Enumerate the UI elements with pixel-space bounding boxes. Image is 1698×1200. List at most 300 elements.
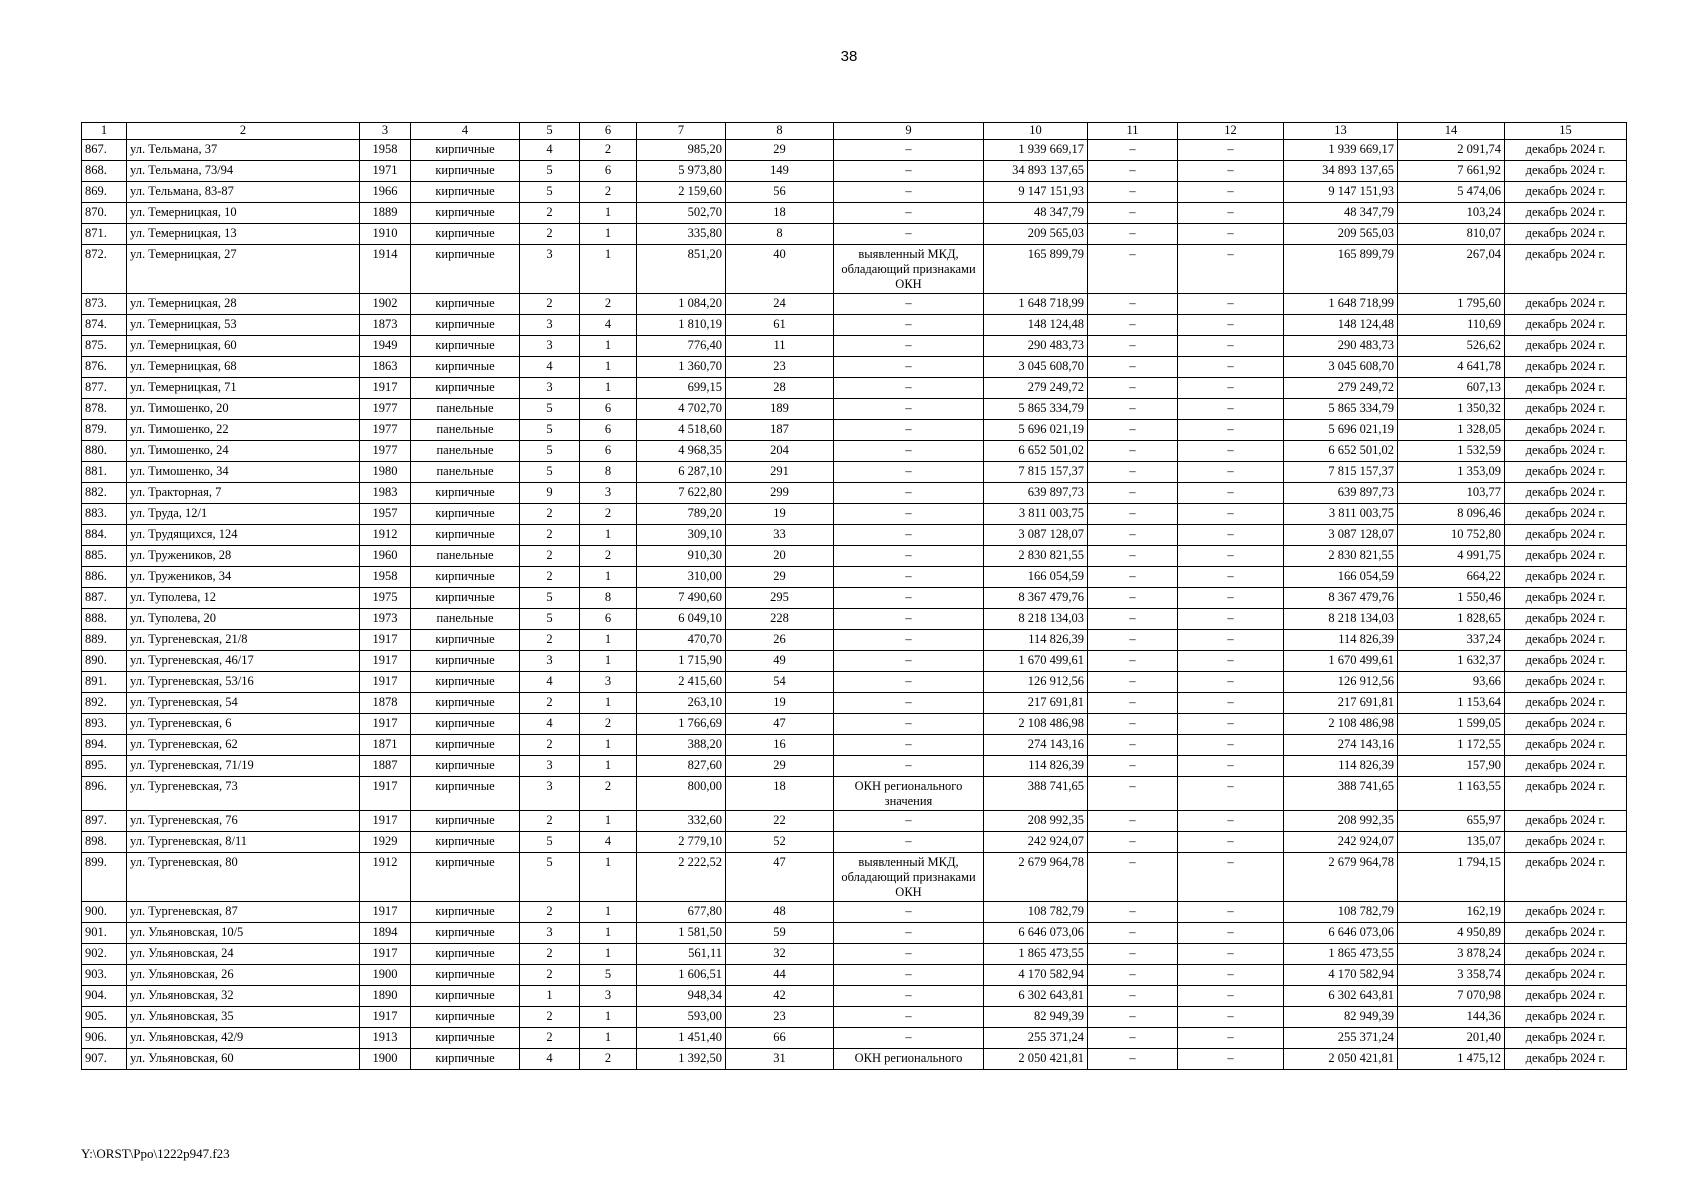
cell-completion-date: декабрь 2024 г. <box>1505 811 1627 832</box>
cell-area: 827,60 <box>637 756 726 777</box>
cell-completion-date: декабрь 2024 г. <box>1505 944 1627 965</box>
cell-entrances: 3 <box>580 672 637 693</box>
cell-completion-date: декабрь 2024 г. <box>1505 203 1627 224</box>
cell-owners-funds: 2 108 486,98 <box>1284 714 1398 735</box>
cell-year-built: 1917 <box>360 630 411 651</box>
cell-floors: 5 <box>520 588 580 609</box>
cell-residents: 47 <box>726 853 834 902</box>
cell-address: ул. Тимошенко, 22 <box>127 420 360 441</box>
header-row <box>82 123 1627 140</box>
cell-heritage-status: – <box>834 1028 984 1049</box>
cell-fund-local: – <box>1178 944 1284 965</box>
cell-row-number: 868. <box>82 161 127 182</box>
cell-row-number: 893. <box>82 714 127 735</box>
cell-residents: 59 <box>726 923 834 944</box>
cell-fund-regional: – <box>1088 811 1178 832</box>
cell-area: 1 451,40 <box>637 1028 726 1049</box>
cell-floors: 5 <box>520 832 580 853</box>
cell-fund-local: – <box>1178 224 1284 245</box>
table-row <box>82 224 1627 245</box>
cell-year-built: 1929 <box>360 832 411 853</box>
column-header-7: 7 <box>637 123 726 140</box>
cell-area: 561,11 <box>637 944 726 965</box>
table-row <box>82 609 1627 630</box>
cell-total-cost: 166 054,59 <box>984 567 1088 588</box>
cell-total-cost: 1 865 473,55 <box>984 944 1088 965</box>
column-header-1: 1 <box>82 123 127 140</box>
cell-wall-material: кирпичные <box>411 525 520 546</box>
cell-completion-date: декабрь 2024 г. <box>1505 588 1627 609</box>
table-row <box>82 986 1627 1007</box>
cell-address: ул. Ульяновская, 35 <box>127 1007 360 1028</box>
cell-fund-local: – <box>1178 832 1284 853</box>
cell-residents: 228 <box>726 609 834 630</box>
cell-year-built: 1890 <box>360 986 411 1007</box>
cell-fund-local: – <box>1178 336 1284 357</box>
table-row <box>82 1049 1627 1070</box>
cell-address: ул. Туполева, 12 <box>127 588 360 609</box>
cell-area: 2 779,10 <box>637 832 726 853</box>
cell-heritage-status: – <box>834 832 984 853</box>
cell-wall-material: кирпичные <box>411 294 520 315</box>
cell-owners-funds: 5 696 021,19 <box>1284 420 1398 441</box>
cell-row-number: 894. <box>82 735 127 756</box>
cell-heritage-status: – <box>834 161 984 182</box>
cell-area: 263,10 <box>637 693 726 714</box>
cell-entrances: 1 <box>580 735 637 756</box>
cell-year-built: 1966 <box>360 182 411 203</box>
cell-total-cost: 108 782,79 <box>984 902 1088 923</box>
cell-residents: 204 <box>726 441 834 462</box>
cell-entrances: 2 <box>580 1049 637 1070</box>
cell-completion-date: декабрь 2024 г. <box>1505 357 1627 378</box>
cell-heritage-status: – <box>834 756 984 777</box>
cell-address: ул. Тельмана, 73/94 <box>127 161 360 182</box>
cell-entrances: 4 <box>580 315 637 336</box>
cell-total-cost: 2 050 421,81 <box>984 1049 1088 1070</box>
cell-address: ул. Тургеневская, 6 <box>127 714 360 735</box>
cell-total-cost: 114 826,39 <box>984 756 1088 777</box>
cell-area: 2 222,52 <box>637 853 726 902</box>
cell-year-built: 1957 <box>360 504 411 525</box>
cell-cost-per-sqm: 157,90 <box>1398 756 1505 777</box>
cell-heritage-status: – <box>834 672 984 693</box>
cell-wall-material: кирпичные <box>411 483 520 504</box>
table-row <box>82 756 1627 777</box>
cell-fund-local: – <box>1178 777 1284 811</box>
cell-completion-date: декабрь 2024 г. <box>1505 777 1627 811</box>
cell-floors: 5 <box>520 182 580 203</box>
cell-floors: 2 <box>520 944 580 965</box>
cell-cost-per-sqm: 1 353,09 <box>1398 462 1505 483</box>
cell-floors: 3 <box>520 756 580 777</box>
cell-fund-local: – <box>1178 1028 1284 1049</box>
cell-heritage-status: – <box>834 315 984 336</box>
cell-address: ул. Тургеневская, 73 <box>127 777 360 811</box>
cell-cost-per-sqm: 162,19 <box>1398 902 1505 923</box>
cell-area: 1 084,20 <box>637 294 726 315</box>
cell-row-number: 903. <box>82 965 127 986</box>
table-row <box>82 714 1627 735</box>
cell-area: 7 490,60 <box>637 588 726 609</box>
cell-row-number: 867. <box>82 140 127 161</box>
cell-year-built: 1910 <box>360 224 411 245</box>
cell-entrances: 1 <box>580 525 637 546</box>
cell-fund-regional: – <box>1088 735 1178 756</box>
page-number: 38 <box>840 48 858 65</box>
cell-fund-regional: – <box>1088 986 1178 1007</box>
cell-heritage-status: – <box>834 651 984 672</box>
cell-cost-per-sqm: 8 096,46 <box>1398 504 1505 525</box>
cell-row-number: 907. <box>82 1049 127 1070</box>
cell-residents: 299 <box>726 483 834 504</box>
cell-fund-local: – <box>1178 294 1284 315</box>
cell-year-built: 1912 <box>360 525 411 546</box>
cell-fund-local: – <box>1178 441 1284 462</box>
cell-owners-funds: 3 045 608,70 <box>1284 357 1398 378</box>
cell-row-number: 884. <box>82 525 127 546</box>
cell-residents: 40 <box>726 245 834 294</box>
cell-total-cost: 2 108 486,98 <box>984 714 1088 735</box>
cell-address: ул. Тимошенко, 24 <box>127 441 360 462</box>
cell-fund-local: – <box>1178 161 1284 182</box>
table-row <box>82 811 1627 832</box>
cell-fund-local: – <box>1178 902 1284 923</box>
cell-row-number: 883. <box>82 504 127 525</box>
cell-area: 2 415,60 <box>637 672 726 693</box>
cell-floors: 2 <box>520 811 580 832</box>
cell-fund-regional: – <box>1088 483 1178 504</box>
cell-year-built: 1977 <box>360 441 411 462</box>
table-row <box>82 1028 1627 1049</box>
cell-area: 1 766,69 <box>637 714 726 735</box>
cell-entrances: 1 <box>580 1007 637 1028</box>
cell-owners-funds: 82 949,39 <box>1284 1007 1398 1028</box>
cell-wall-material: панельные <box>411 441 520 462</box>
cell-year-built: 1977 <box>360 399 411 420</box>
table-row <box>82 294 1627 315</box>
cell-cost-per-sqm: 4 641,78 <box>1398 357 1505 378</box>
cell-fund-local: – <box>1178 203 1284 224</box>
cell-heritage-status: – <box>834 140 984 161</box>
cell-residents: 24 <box>726 294 834 315</box>
cell-owners-funds: 388 741,65 <box>1284 777 1398 811</box>
cell-residents: 18 <box>726 203 834 224</box>
cell-fund-local: – <box>1178 546 1284 567</box>
cell-cost-per-sqm: 4 950,89 <box>1398 923 1505 944</box>
cell-fund-local: – <box>1178 357 1284 378</box>
cell-floors: 2 <box>520 693 580 714</box>
cell-fund-regional: – <box>1088 245 1178 294</box>
cell-cost-per-sqm: 10 752,80 <box>1398 525 1505 546</box>
cell-owners-funds: 114 826,39 <box>1284 756 1398 777</box>
cell-year-built: 1917 <box>360 714 411 735</box>
cell-entrances: 2 <box>580 714 637 735</box>
cell-address: ул. Темерницкая, 13 <box>127 224 360 245</box>
cell-address: ул. Тургеневская, 71/19 <box>127 756 360 777</box>
cell-fund-local: – <box>1178 504 1284 525</box>
cell-cost-per-sqm: 110,69 <box>1398 315 1505 336</box>
cell-owners-funds: 279 249,72 <box>1284 378 1398 399</box>
cell-row-number: 871. <box>82 224 127 245</box>
cell-heritage-status: – <box>834 693 984 714</box>
cell-cost-per-sqm: 7 070,98 <box>1398 986 1505 1007</box>
cell-row-number: 906. <box>82 1028 127 1049</box>
cell-owners-funds: 2 830 821,55 <box>1284 546 1398 567</box>
cell-wall-material: кирпичные <box>411 1007 520 1028</box>
cell-fund-regional: – <box>1088 420 1178 441</box>
cell-owners-funds: 8 218 134,03 <box>1284 609 1398 630</box>
cell-total-cost: 1 939 669,17 <box>984 140 1088 161</box>
cell-area: 789,20 <box>637 504 726 525</box>
cell-year-built: 1917 <box>360 944 411 965</box>
cell-address: ул. Темерницкая, 60 <box>127 336 360 357</box>
cell-residents: 47 <box>726 714 834 735</box>
table-row <box>82 651 1627 672</box>
cell-fund-local: – <box>1178 965 1284 986</box>
cell-address: ул. Тургеневская, 62 <box>127 735 360 756</box>
cell-year-built: 1902 <box>360 294 411 315</box>
cell-fund-local: – <box>1178 630 1284 651</box>
cell-completion-date: декабрь 2024 г. <box>1505 420 1627 441</box>
cell-fund-local: – <box>1178 651 1284 672</box>
cell-area: 800,00 <box>637 777 726 811</box>
cell-floors: 4 <box>520 140 580 161</box>
table-row <box>82 923 1627 944</box>
cell-owners-funds: 48 347,79 <box>1284 203 1398 224</box>
cell-wall-material: панельные <box>411 420 520 441</box>
cell-residents: 19 <box>726 693 834 714</box>
table-row <box>82 441 1627 462</box>
cell-fund-regional: – <box>1088 1049 1178 1070</box>
cell-wall-material: кирпичные <box>411 672 520 693</box>
cell-address: ул. Тургеневская, 87 <box>127 902 360 923</box>
cell-fund-local: – <box>1178 986 1284 1007</box>
cell-area: 1 715,90 <box>637 651 726 672</box>
cell-cost-per-sqm: 1 632,37 <box>1398 651 1505 672</box>
cell-heritage-status: – <box>834 811 984 832</box>
cell-area: 6 049,10 <box>637 609 726 630</box>
cell-year-built: 1914 <box>360 245 411 294</box>
cell-total-cost: 209 565,03 <box>984 224 1088 245</box>
cell-owners-funds: 639 897,73 <box>1284 483 1398 504</box>
cell-address: ул. Тракторная, 7 <box>127 483 360 504</box>
cell-total-cost: 1 648 718,99 <box>984 294 1088 315</box>
cell-total-cost: 5 865 334,79 <box>984 399 1088 420</box>
cell-completion-date: декабрь 2024 г. <box>1505 462 1627 483</box>
column-header-8: 8 <box>726 123 834 140</box>
cell-area: 332,60 <box>637 811 726 832</box>
cell-floors: 5 <box>520 399 580 420</box>
cell-row-number: 878. <box>82 399 127 420</box>
table-row <box>82 693 1627 714</box>
cell-cost-per-sqm: 4 991,75 <box>1398 546 1505 567</box>
cell-total-cost: 6 302 643,81 <box>984 986 1088 1007</box>
cell-year-built: 1917 <box>360 651 411 672</box>
cell-wall-material: панельные <box>411 546 520 567</box>
cell-area: 593,00 <box>637 1007 726 1028</box>
cell-year-built: 1900 <box>360 965 411 986</box>
cell-entrances: 1 <box>580 693 637 714</box>
cell-total-cost: 8 218 134,03 <box>984 609 1088 630</box>
cell-year-built: 1973 <box>360 609 411 630</box>
cell-completion-date: декабрь 2024 г. <box>1505 1007 1627 1028</box>
cell-cost-per-sqm: 1 550,46 <box>1398 588 1505 609</box>
cell-wall-material: кирпичные <box>411 336 520 357</box>
cell-completion-date: декабрь 2024 г. <box>1505 735 1627 756</box>
cell-year-built: 1958 <box>360 567 411 588</box>
cell-residents: 23 <box>726 1007 834 1028</box>
cell-row-number: 889. <box>82 630 127 651</box>
cell-entrances: 1 <box>580 630 637 651</box>
cell-year-built: 1887 <box>360 756 411 777</box>
cell-heritage-status: – <box>834 923 984 944</box>
cell-cost-per-sqm: 1 599,05 <box>1398 714 1505 735</box>
cell-address: ул. Ульяновская, 10/5 <box>127 923 360 944</box>
cell-fund-regional: – <box>1088 832 1178 853</box>
table-row <box>82 525 1627 546</box>
cell-year-built: 1917 <box>360 1007 411 1028</box>
cell-completion-date: декабрь 2024 г. <box>1505 672 1627 693</box>
cell-residents: 149 <box>726 161 834 182</box>
cell-owners-funds: 165 899,79 <box>1284 245 1398 294</box>
cell-floors: 3 <box>520 336 580 357</box>
cell-heritage-status: ОКН регионального <box>834 1049 984 1070</box>
cell-owners-funds: 126 912,56 <box>1284 672 1398 693</box>
cell-area: 502,70 <box>637 203 726 224</box>
cell-area: 1 581,50 <box>637 923 726 944</box>
cell-cost-per-sqm: 655,97 <box>1398 811 1505 832</box>
column-header-12: 12 <box>1178 123 1284 140</box>
cell-cost-per-sqm: 526,62 <box>1398 336 1505 357</box>
cell-total-cost: 6 646 073,06 <box>984 923 1088 944</box>
cell-heritage-status: выявленный МКД, обладающий признаками ОКН <box>834 853 984 902</box>
cell-total-cost: 3 045 608,70 <box>984 357 1088 378</box>
cell-row-number: 880. <box>82 441 127 462</box>
cell-wall-material: панельные <box>411 609 520 630</box>
buildings-table <box>81 122 1627 1070</box>
cell-wall-material: кирпичные <box>411 245 520 294</box>
cell-floors: 5 <box>520 441 580 462</box>
cell-floors: 3 <box>520 245 580 294</box>
cell-address: ул. Темерницкая, 68 <box>127 357 360 378</box>
cell-heritage-status: – <box>834 504 984 525</box>
cell-cost-per-sqm: 103,24 <box>1398 203 1505 224</box>
cell-wall-material: кирпичные <box>411 944 520 965</box>
cell-address: ул. Ульяновская, 42/9 <box>127 1028 360 1049</box>
cell-fund-local: – <box>1178 693 1284 714</box>
cell-fund-local: – <box>1178 420 1284 441</box>
cell-year-built: 1912 <box>360 853 411 902</box>
cell-completion-date: декабрь 2024 г. <box>1505 245 1627 294</box>
cell-heritage-status: – <box>834 441 984 462</box>
cell-year-built: 1917 <box>360 811 411 832</box>
cell-fund-regional: – <box>1088 294 1178 315</box>
cell-wall-material: кирпичные <box>411 378 520 399</box>
cell-heritage-status: – <box>834 357 984 378</box>
table-row <box>82 161 1627 182</box>
cell-fund-local: – <box>1178 1007 1284 1028</box>
cell-total-cost: 9 147 151,93 <box>984 182 1088 203</box>
cell-year-built: 1917 <box>360 672 411 693</box>
table-row <box>82 777 1627 811</box>
cell-cost-per-sqm: 1 153,64 <box>1398 693 1505 714</box>
cell-entrances: 1 <box>580 336 637 357</box>
cell-wall-material: кирпичные <box>411 567 520 588</box>
cell-completion-date: декабрь 2024 г. <box>1505 853 1627 902</box>
cell-year-built: 1960 <box>360 546 411 567</box>
cell-cost-per-sqm: 1 172,55 <box>1398 735 1505 756</box>
cell-fund-local: – <box>1178 567 1284 588</box>
cell-wall-material: кирпичные <box>411 315 520 336</box>
cell-wall-material: кирпичные <box>411 651 520 672</box>
cell-fund-regional: – <box>1088 504 1178 525</box>
cell-cost-per-sqm: 144,36 <box>1398 1007 1505 1028</box>
cell-row-number: 885. <box>82 546 127 567</box>
cell-completion-date: декабрь 2024 г. <box>1505 832 1627 853</box>
cell-fund-local: – <box>1178 811 1284 832</box>
cell-owners-funds: 217 691,81 <box>1284 693 1398 714</box>
cell-fund-local: – <box>1178 525 1284 546</box>
cell-heritage-status: – <box>834 525 984 546</box>
cell-cost-per-sqm: 607,13 <box>1398 378 1505 399</box>
cell-entrances: 6 <box>580 161 637 182</box>
cell-fund-regional: – <box>1088 399 1178 420</box>
cell-year-built: 1917 <box>360 902 411 923</box>
cell-row-number: 879. <box>82 420 127 441</box>
cell-heritage-status: – <box>834 944 984 965</box>
cell-residents: 19 <box>726 504 834 525</box>
cell-total-cost: 126 912,56 <box>984 672 1088 693</box>
cell-row-number: 886. <box>82 567 127 588</box>
cell-owners-funds: 209 565,03 <box>1284 224 1398 245</box>
cell-owners-funds: 7 815 157,37 <box>1284 462 1398 483</box>
cell-cost-per-sqm: 337,24 <box>1398 630 1505 651</box>
cell-heritage-status: – <box>834 378 984 399</box>
cell-entrances: 6 <box>580 609 637 630</box>
cell-fund-local: – <box>1178 588 1284 609</box>
cell-floors: 2 <box>520 504 580 525</box>
cell-floors: 5 <box>520 161 580 182</box>
cell-cost-per-sqm: 664,22 <box>1398 567 1505 588</box>
cell-fund-local: – <box>1178 672 1284 693</box>
cell-wall-material: кирпичные <box>411 504 520 525</box>
cell-fund-regional: – <box>1088 462 1178 483</box>
cell-residents: 291 <box>726 462 834 483</box>
cell-address: ул. Темерницкая, 71 <box>127 378 360 399</box>
cell-floors: 5 <box>520 420 580 441</box>
cell-wall-material: кирпичные <box>411 1049 520 1070</box>
cell-row-number: 905. <box>82 1007 127 1028</box>
cell-heritage-status: – <box>834 609 984 630</box>
column-header-4: 4 <box>411 123 520 140</box>
cell-fund-regional: – <box>1088 777 1178 811</box>
cell-residents: 187 <box>726 420 834 441</box>
cell-residents: 16 <box>726 735 834 756</box>
cell-area: 388,20 <box>637 735 726 756</box>
cell-owners-funds: 2 050 421,81 <box>1284 1049 1398 1070</box>
cell-fund-local: – <box>1178 1049 1284 1070</box>
cell-completion-date: декабрь 2024 г. <box>1505 693 1627 714</box>
cell-owners-funds: 2 679 964,78 <box>1284 853 1398 902</box>
cell-total-cost: 148 124,48 <box>984 315 1088 336</box>
cell-floors: 4 <box>520 357 580 378</box>
cell-total-cost: 8 367 479,76 <box>984 588 1088 609</box>
cell-heritage-status: – <box>834 630 984 651</box>
cell-address: ул. Туполева, 20 <box>127 609 360 630</box>
cell-year-built: 1913 <box>360 1028 411 1049</box>
cell-heritage-status: – <box>834 902 984 923</box>
